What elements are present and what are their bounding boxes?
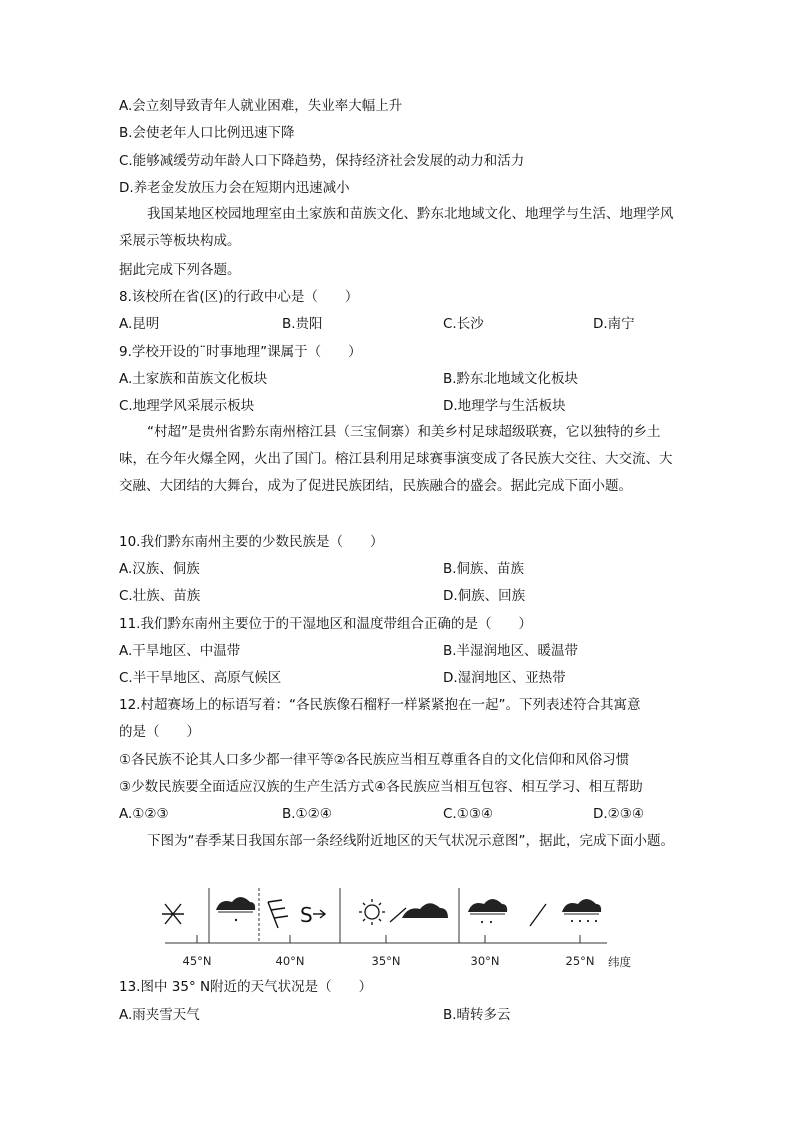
q11-option-d: D.湿润地区、亚热带 <box>443 670 566 686</box>
q7-option-d: D.养老金发放压力会在短期内迅速减小 <box>119 180 350 196</box>
tick-label-40n: 40°N <box>275 954 305 968</box>
q13-option-a: A.雨夹雪天气 <box>119 1007 200 1023</box>
q8-option-a: A.昆明 <box>119 316 160 332</box>
q10-option-b: B.侗族、苗族 <box>443 561 525 577</box>
q12-option-a: A.①②③ <box>119 806 169 822</box>
tick-label-45n: 45°N <box>182 954 212 968</box>
svg-text:S: S <box>300 903 313 927</box>
tick-label-30n: 30°N <box>470 954 500 968</box>
q10-option-a: A.汉族、侗族 <box>119 561 200 577</box>
sunny-symbol <box>359 899 385 925</box>
axis-label: 纬度 <box>608 955 631 969</box>
weather-diagram <box>150 880 640 974</box>
q8-option-c: C.长沙 <box>443 316 484 332</box>
q13-stem: 13.图中 35° N附近的天气状况是（ ） <box>119 979 373 995</box>
overcast-symbol <box>402 903 448 918</box>
q9-option-b: B.黔东北地域文化板块 <box>443 371 579 387</box>
q9-option-d: D.地理学与生活板块 <box>443 398 566 414</box>
light-rain-symbol <box>468 899 507 923</box>
q8-stem: 8.该校所在省(区)的行政中心是（ ） <box>119 289 359 305</box>
q8-option-d: D.南宁 <box>593 316 635 332</box>
q7-option-c: C.能够减缓劳动年龄人口下降趋势，保持经济社会发展的动力和活力 <box>119 153 525 169</box>
wind-symbol <box>268 900 288 928</box>
q11-option-a: A.干旱地区、中温带 <box>119 643 241 659</box>
q11-stem: 11.我们黔东南州主要位于的干湿地区和温度带组合正确的是（ ） <box>119 616 532 632</box>
tick-label-25n: 25°N <box>565 954 595 968</box>
sandstorm-symbol <box>300 903 325 927</box>
q12-option-b: B.①②④ <box>282 806 332 822</box>
sleet-symbol <box>216 897 255 921</box>
passage-1: 我国某地区校园地理室由土家族和苗族文化、黔东北地域文化、地理学与生活、地理学风采展示等板块构成。 <box>119 206 674 249</box>
q9-stem: 9.学校开设的¨时事地理”课属于（ ） <box>119 344 362 360</box>
q10-stem: 10.我们黔东南州主要的少数民族是（ ） <box>119 534 384 550</box>
q12-option-c: C.①③④ <box>443 806 494 822</box>
moderate-rain-symbol <box>562 899 601 922</box>
q9-option-c: C.地理学风采展示板块 <box>119 398 255 414</box>
passage-1-instruction: 据此完成下列各题。 <box>119 262 241 278</box>
q10-option-c: C.壮族、苗族 <box>119 588 201 604</box>
q7-option-a: A.会立刻导致青年人就业困难，失业率大幅上升 <box>119 98 403 114</box>
passage-2: “村超”是贵州省黔东南州榕江县（三宝侗寨）和美乡村足球超级联赛，它以独特的乡土味，在今年火爆全网，火出了国门。榕江县利用足球赛事演变成了各民族大交往、大交流、大交融、大团结的大舞台，成为了促进民族团结，民族融合的盛会。据此完成下面小题。 <box>119 424 673 494</box>
q11-option-b: B.半湿润地区、暖温带 <box>443 643 579 659</box>
snow-symbol <box>162 904 184 924</box>
q8-option-b: B.贵阳 <box>282 316 323 332</box>
q12-stem-line1: 12.村超赛场上的标语写着：“各民族像石榴籽一样紧紧抱在一起”。下列表述符合其寓意 <box>119 697 641 713</box>
transition-slash-1 <box>390 908 406 922</box>
q9-option-a: A.土家族和苗族文化板块 <box>119 371 268 387</box>
q13-option-b: B.晴转多云 <box>443 1007 511 1023</box>
passage-3: 下图为“春季某日我国东部一条经线附近地区的天气状况示意图”，据此，完成下面小题。 <box>147 833 674 849</box>
q12-stem-line2: 的是（ ） <box>119 724 200 740</box>
q12-statements-line2: ③少数民族要全面适应汉族的生产生活方式④各民族应当相互包容、相互学习、相互帮助 <box>119 779 643 795</box>
q12-option-d: D.②③④ <box>593 806 644 822</box>
q10-option-d: D.侗族、回族 <box>443 588 526 604</box>
q12-statements-line1: ①各民族不论其人口多少都一律平等②各民族应当相互尊重各自的文化信仰和风俗习惯 <box>119 752 630 768</box>
transition-slash-2 <box>530 904 546 926</box>
q11-option-c: C.半干旱地区、高原气候区 <box>119 670 282 686</box>
q7-option-b: B.会使老年人口比例迅速下降 <box>119 125 295 141</box>
tick-label-35n: 35°N <box>371 954 401 968</box>
